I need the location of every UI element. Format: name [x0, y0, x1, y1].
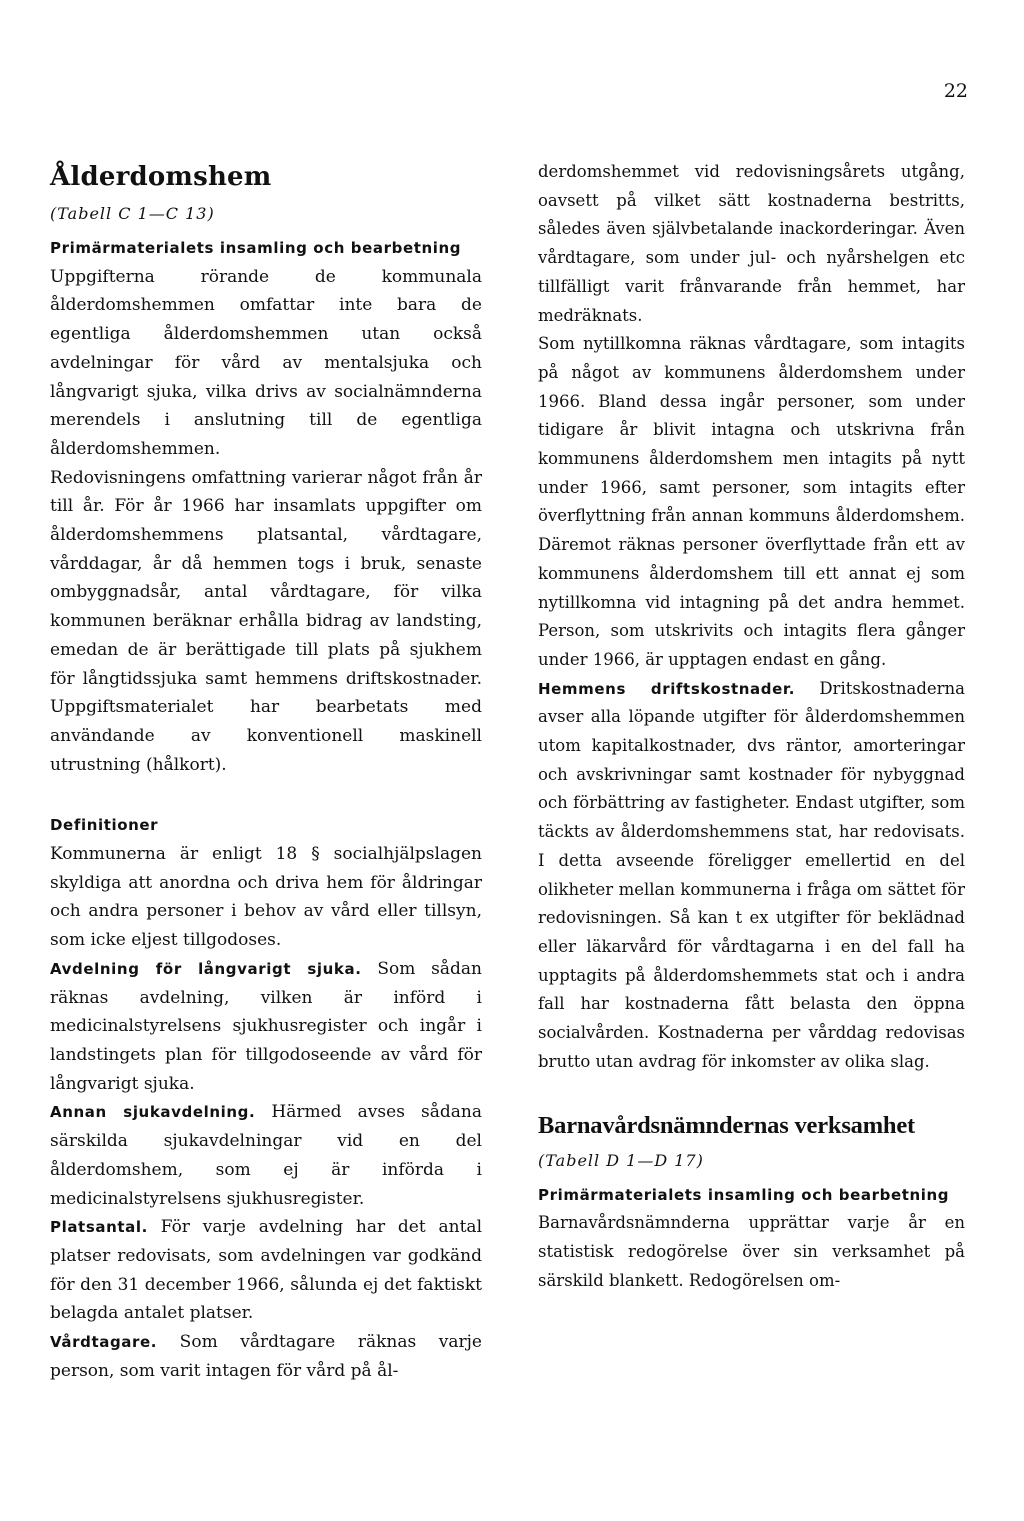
definition-term: Platsantal. — [50, 1218, 148, 1237]
paragraph-barnavard: Barnavårdsnämnderna upprättar varje år en statistisk redogörelse över sin verksamhet på särskild blankett. Redogörelsen om- — [538, 1213, 965, 1290]
page-number: 22 — [943, 80, 968, 102]
definition-text: Dritskostnaderna avser alla löpande utgifter för ålderdomshemmen utom kapitalkostnader, dvs räntor, amorteringar och avskrivningar samt kostnader för nybyggnad och förbättring av fastigheter. Endast utgifter, som täckts av ålderdomshemmens stat, har redovisats. I detta avseende föreligger emellertid en del olikheter mellan kommunerna i fråga om sättet för redovisningen. Så kan t ex utgifter för beklädnad eller läkarvård för vårdtagarna i en del fall ha upptagits på ålderdomshemmets stat och i andra fall har kostnaderna fått belasta den öppna socialvården. Kostnaderna per vårddag redovisas brutto utan avdrag för inkomster av olika slag. — [538, 678, 965, 1071]
definition-term: Hemmens driftskostnader. — [538, 679, 796, 698]
paragraph-new-admissions: Som nytillkomna räknas vårdtagare, som intagits på något av kommunens ålderdomshem under 1966. Bland dessa ingår personer, som under tidigare år blivit intagna och utskrivna från kommunens ålderdomshem men intagits på nytt under 1966, samt personer, som intagits efter överflyttning från annan kommuns ålderdomshem. Däremot räknas personer överflyttade från ett av kommunens ålderdomshem till ett annat ej som nytillkomna vid intagning på det andra hemmet. Person, som utskrivits och intagits flera gånger under 1966, är upptagen endast en gång. — [538, 334, 965, 669]
subheading-primarmaterial: Primärmaterialets insamling och bearbetning — [50, 239, 462, 257]
subheading-primarmaterial: Primärmaterialets insamling och bearbetning — [538, 1185, 950, 1204]
paragraph-continuation: derdomshemmet vid redovisningsårets utgång, oavsett på vilket sätt kostnaderna bestritts, således även självbetalande inackorderingar. Även vårdtagare, som under jul- och nyårshelgen etc tillfälligt varit frånvarande från hemmet, har medräknats. — [538, 162, 965, 325]
paragraph-reporting: Redovisningens omfattning varierar något från år till år. För år 1966 har insamlats uppgifter om ålderdomshemmens platsantal, vårdtagare, vårddagar, år då hemmen togs i bruk, senaste ombyggnadsår, antal vårdtagare, för vilka kommunen beräknar erhålla bidrag av landsting, emedan de är berättigade till plats på sjukhem för långtidssjuka samt hemmens driftskostnader. Uppgiftsmaterialet har bearbetats med användande av konventionell maskinell utrustning (hålkort). — [50, 467, 482, 775]
definition-term: Vårdtagare. — [50, 1333, 158, 1352]
section-title-alderdomshem: Ålderdomshem — [50, 162, 272, 192]
definition-text: Som vårdtagare räknas varje person, som varit intagen för vård på ål- — [50, 1332, 482, 1381]
definition-text: Som sådan räknas avdelning, vilken är införd i medicinalstyrelsens sjukhusregister och ingår i landstingets plan för tillgodoseende av vård för långvarigt sjuka. — [50, 958, 482, 1094]
right-column — [538, 158, 965, 1295]
paragraph-definitions-intro: Kommunerna är enligt 18 § socialhjälpslagen skyldiga att anordna och driva hem för åldringar och andra personer i behov av vård eller tillsyn, som icke eljest tillgodoses. — [50, 844, 482, 951]
left-column — [50, 158, 482, 1385]
subheading-definitioner: Definitioner — [50, 816, 159, 835]
definition-annan-sjukavdelning — [50, 1098, 482, 1213]
definition-vardtagare — [50, 1328, 482, 1385]
section-title-barnavard: Barnavårdsnämndernas verksamhet — [538, 1111, 915, 1139]
definition-term: Avdelning för långvarigt sjuka. — [50, 959, 362, 978]
definition-platsantal — [50, 1213, 482, 1328]
definition-text: Härmed avses sådana särskilda sjukavdelningar vid en del ålderdomshem, som ej är införda i medicinalstyrelsens sjukhusregister. — [50, 1102, 482, 1209]
definition-langvarigt-sjuka — [50, 955, 482, 1099]
definition-term: Annan sjukavdelning. — [50, 1103, 256, 1122]
table-reference: (Tabell D 1—D 17) — [538, 1150, 704, 1170]
table-reference: (Tabell C 1—C 13) — [50, 204, 215, 223]
paragraph-scope: Uppgifterna rörande de kommunala ålderdomshemmen omfattar inte bara de egentliga ålderdomshemmen utan också avdelningar för vård av mentalsjuka och långvarigt sjuka, vilka drivs av socialnämnderna merendels i anslutning till de egentliga ålderdomshemmen. — [50, 266, 482, 459]
definition-text: För varje avdelning har det antal platser redovisats, som avdelningen var godkänd för den 31 december 1966, sålunda ej det faktiskt belagda antalet platser. — [50, 1217, 482, 1324]
paragraph-operating-costs — [538, 675, 965, 1077]
